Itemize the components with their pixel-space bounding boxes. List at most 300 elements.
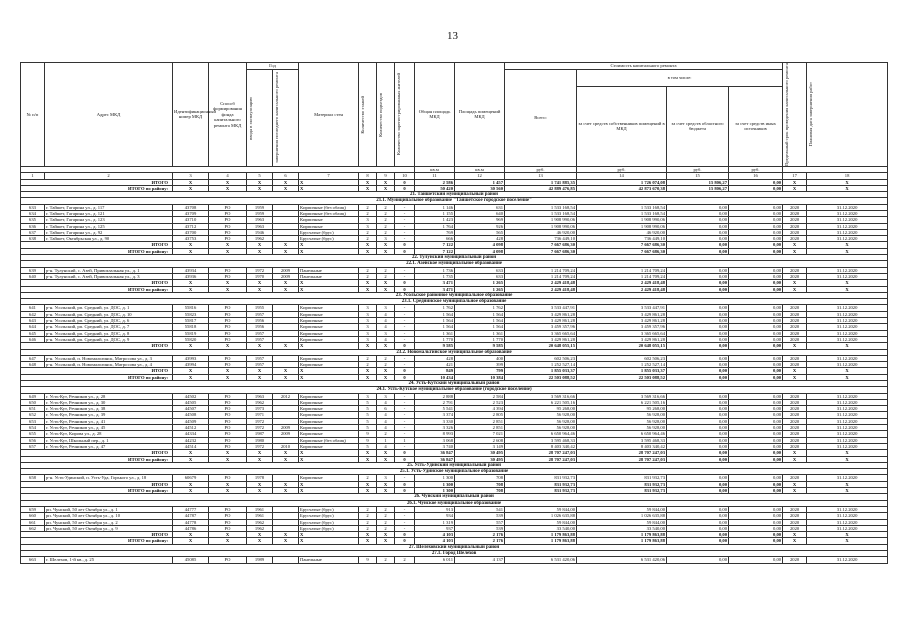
total-cell: X [273, 242, 299, 248]
total-cell: 1 300 [415, 488, 455, 494]
table-cell: 2 851 [455, 418, 505, 424]
table-cell: 0,00 [729, 443, 783, 449]
total-cell: X [377, 368, 395, 374]
column-number-cell: 8 [359, 173, 377, 179]
total-cell: 10 434 [415, 374, 455, 380]
total-cell: X [247, 481, 273, 487]
table-cell: 0,00 [729, 525, 783, 531]
table-cell: 637 [21, 229, 45, 235]
table-cell: 2010 [273, 443, 299, 449]
total-cell: 0,00 [667, 374, 729, 380]
total-cell: X [273, 179, 299, 185]
table-cell: 1987 [247, 431, 273, 437]
table-cell: 2 [359, 362, 377, 368]
total-cell: X [359, 538, 377, 544]
table-cell: Кирпичные [299, 399, 359, 405]
table-cell: Кирпичные (без облиц) [299, 204, 359, 210]
table-cell: Кирпичные [299, 311, 359, 317]
table-cell: Брусчатые (брус) [299, 525, 359, 531]
total-cell: 0 [395, 481, 415, 487]
header-year: Год [247, 63, 299, 70]
table-cell: 1972 [247, 267, 273, 273]
table-cell: 1 908 990,06 [505, 223, 577, 229]
table-cell: 2 584 [455, 393, 505, 399]
table-cell: 657 [21, 443, 45, 449]
total-cell: 0,00 [667, 280, 729, 286]
table-cell: 2009 [273, 267, 299, 273]
total-cell: X [209, 538, 247, 544]
table-cell: 44777 [173, 506, 209, 512]
table-cell: 0,00 [729, 324, 783, 330]
page-number: 13 [447, 30, 458, 42]
table-cell: Кирпичные [299, 412, 359, 418]
table-cell: 0,00 [729, 229, 783, 235]
table-cell: 2020 [783, 330, 807, 336]
total-cell: 0,00 [667, 538, 729, 544]
total-cell: 0,00 [729, 280, 783, 286]
table-cell: 2 [377, 223, 395, 229]
table-cell: 0,00 [729, 425, 783, 431]
total-cell: X [209, 456, 247, 462]
table-cell: 31.12.2020 [807, 399, 888, 405]
total-cell: 0 [395, 450, 415, 456]
table-cell: 1 300 [415, 475, 455, 481]
table-cell: 0,00 [667, 406, 729, 412]
table-cell: 2 [359, 210, 377, 216]
total-cell: X [273, 248, 299, 254]
total-cell: X [299, 248, 359, 254]
table-cell: Кирпичные [299, 217, 359, 223]
table-cell: 6 531 420,06 [577, 557, 667, 563]
table-cell: 0,00 [729, 204, 783, 210]
table-cell: 31.12.2020 [807, 437, 888, 443]
table-cell: 5 [359, 443, 377, 449]
table-cell: РО [209, 475, 247, 481]
table-cell: 1962 [247, 236, 273, 242]
table-cell: 1961 [247, 513, 273, 519]
table-cell: 631 [455, 204, 505, 210]
total-cell: X [247, 242, 273, 248]
section-heading: 25.1. Усть-Удинское муниципальное образование [21, 469, 888, 475]
total-cell: 9 585 [415, 343, 455, 349]
table-cell: 659 [21, 506, 45, 512]
table-cell: 5 [359, 406, 377, 412]
table-cell: 2020 [783, 525, 807, 531]
total-cell: 0 [395, 185, 415, 191]
table-cell: 913 [415, 506, 455, 512]
address-cell: р-н. Усольский, рп. Средний, ул. ДОС, д. 1 [45, 305, 173, 311]
table-cell: 633 [455, 267, 505, 273]
table-cell: 55820 [173, 336, 209, 342]
total-cell: 7 667 686,30 [505, 242, 577, 248]
total-cell: X [807, 374, 888, 380]
address-cell: р-н. Усть-Удинский, п. Усть-Уда, Горького ул., д. 18 [45, 475, 173, 481]
total-cell: X [247, 488, 273, 494]
table-cell: - [395, 229, 415, 235]
total-cell: 36 847 [415, 456, 455, 462]
table-cell: 44232 [173, 437, 209, 443]
table-cell: 31.12.2020 [807, 412, 888, 418]
table-cell: Кирпичные [299, 362, 359, 368]
table-cell: 2020 [783, 311, 807, 317]
total-cell: X [209, 368, 247, 374]
total-cell: X [209, 286, 247, 292]
table-cell: 602 506,23 [505, 355, 577, 361]
total-cell: 0 [395, 374, 415, 380]
total-cell: X [807, 286, 888, 292]
total-cell: 0,00 [729, 481, 783, 487]
table-cell: Брусчатые (брус) [299, 513, 359, 519]
table-cell: 3 [377, 475, 395, 481]
table-cell: 3 [377, 393, 395, 399]
total-cell: X [377, 248, 395, 254]
table-cell: 2 [377, 267, 395, 273]
column-number-cell: 14 [577, 173, 667, 179]
column-number-cell: 13 [505, 173, 577, 179]
table-cell: 0,00 [667, 393, 729, 399]
table-cell: 1972 [247, 425, 273, 431]
total-cell: X [173, 280, 209, 286]
section-heading: 22.1. Азейское муниципальное образование [21, 261, 888, 267]
header-year-commission: ввода в эксплуатацию [248, 96, 253, 140]
total-cell: X [209, 248, 247, 254]
total-cell: X [783, 538, 807, 544]
table-cell: 969 [455, 217, 505, 223]
unit-cell: руб. [729, 166, 783, 172]
table-cell: 1 564 [455, 311, 505, 317]
table-cell: 0,00 [667, 513, 729, 519]
table-cell: 5 [359, 425, 377, 431]
table-cell: 1959 [247, 204, 273, 210]
total-label: ИТОГО по району: [21, 456, 173, 462]
table-cell: 1970 [247, 273, 273, 279]
table-cell: 2 [377, 519, 395, 525]
table-cell: 1 214 709,24 [577, 267, 667, 273]
table-cell: 633 [21, 204, 45, 210]
table-cell: РО [209, 330, 247, 336]
table-cell: 0,00 [667, 399, 729, 405]
table-cell: 831 932,73 [505, 475, 577, 481]
total-cell: 15 806,27 [667, 179, 729, 185]
total-cell: X [173, 456, 209, 462]
total-cell: X [783, 368, 807, 374]
table-cell: 59 844,00 [505, 519, 577, 525]
table-cell: 1957 [247, 355, 273, 361]
total-cell: X [299, 368, 359, 374]
table-cell: - [395, 443, 415, 449]
table-cell: 5 [359, 412, 377, 418]
total-cell: 4 103 [415, 532, 455, 538]
table-cell: 1 [395, 437, 415, 443]
table-cell: 4 [377, 399, 395, 405]
table-cell: РО [209, 425, 247, 431]
table-cell: 1957 [247, 362, 273, 368]
header-total-area: Общая площадь МКД [415, 63, 455, 167]
table-cell: 2020 [783, 519, 807, 525]
table-cell: 3 374 [415, 412, 455, 418]
header-method: Способ формирования фонда капитального ремонта МКД [209, 63, 247, 167]
unit-cell: кв.м [455, 166, 505, 172]
table-cell: 2020 [783, 362, 807, 368]
address-cell: г. Усть-Кут, Речников ул., д. 47 [45, 443, 173, 449]
table-cell: 0,00 [729, 519, 783, 525]
table-cell: РО [209, 223, 247, 229]
table-cell: - [395, 336, 415, 342]
total-cell: X [273, 450, 299, 456]
address-cell: р-н. Тулунский, с. Азей, Привокзальная ул., д. 1 [45, 267, 173, 273]
column-number-cell: 7 [299, 173, 359, 179]
total-cell: X [209, 179, 247, 185]
table-cell: 1 214 709,24 [577, 273, 667, 279]
table-cell: 1 155 [415, 210, 455, 216]
table-cell: 638 [21, 236, 45, 242]
table-cell: 0,00 [667, 443, 729, 449]
table-cell: 2 [377, 513, 395, 519]
table-cell: Кирпичные [299, 324, 359, 330]
address-cell: г. Усть-Кут, Речников ул., д. 45 [45, 425, 173, 431]
table-cell: 31.12.2020 [807, 425, 888, 431]
table-cell: - [395, 273, 415, 279]
table-cell: РО [209, 525, 247, 531]
address-cell: р-н. Усольский, рп. Средний, ул. ДОС, д. 10 [45, 311, 173, 317]
table-cell: - [395, 318, 415, 324]
total-cell: 0,00 [729, 374, 783, 380]
table-cell: 9 [359, 431, 377, 437]
total-label: ИТОГО по району: [21, 488, 173, 494]
table-cell: 2 [377, 217, 395, 223]
table-cell: РО [209, 406, 247, 412]
table-cell: 6 221 505,16 [577, 399, 667, 405]
address-cell: г. Тайшет, Гагарина ул., д. 117 [45, 204, 173, 210]
total-cell: X [359, 374, 377, 380]
table-cell: 44514 [173, 443, 209, 449]
table-cell: 636 [21, 223, 45, 229]
table-cell: - [395, 475, 415, 481]
table-cell: 2020 [783, 513, 807, 519]
section-heading: 23.2. Новомальтинское муниципальное образование [21, 349, 888, 355]
table-cell: 0,00 [667, 506, 729, 512]
address-cell: г. Усть-Кут, Речников ул., д. 28 [45, 393, 173, 399]
total-cell: X [173, 248, 209, 254]
table-cell: 736 449,10 [577, 236, 667, 242]
total-cell: X [359, 242, 377, 248]
total-cell: X [247, 343, 273, 349]
table-cell: 9 [359, 557, 377, 563]
table-cell: 31.12.2020 [807, 431, 888, 437]
total-cell: X [359, 450, 377, 456]
table-cell: 6 531 420,06 [505, 557, 577, 563]
header-cost-other: за счет средств иных источников [729, 86, 783, 166]
column-number-cell: 11 [415, 173, 455, 179]
table-cell: 0,00 [667, 418, 729, 424]
table-cell: 3 [377, 330, 395, 336]
table-cell: 644 [21, 324, 45, 330]
total-cell: 7 667 686,30 [505, 248, 577, 254]
table-cell: 0,00 [667, 519, 729, 525]
capital-repair-register-table [20, 62, 888, 564]
total-cell: X [783, 248, 807, 254]
table-cell: 0,00 [729, 431, 783, 437]
table-cell: 0,00 [667, 204, 729, 210]
table-cell: 1 361 [415, 330, 455, 336]
total-cell: 28 707 247,03 [577, 456, 667, 462]
total-cell: 0,00 [729, 248, 783, 254]
table-cell: 31.12.2020 [807, 210, 888, 216]
table-cell: 1 736 [415, 267, 455, 273]
table-cell: РО [209, 362, 247, 368]
table-cell: 1961 [247, 506, 273, 512]
total-cell: 15 806,27 [667, 185, 729, 191]
table-cell: 0,00 [667, 355, 729, 361]
table-cell: 3 [359, 330, 377, 336]
table-cell: 3 595 468,33 [505, 437, 577, 443]
total-cell: X [247, 185, 273, 191]
table-cell: 6 011 [415, 557, 455, 563]
total-cell: 0,00 [667, 286, 729, 292]
total-cell: X [209, 532, 247, 538]
table-cell: 56 928,00 [505, 412, 577, 418]
address-cell: р-н. Тулунский, с. Азей, Привокзальная ул., д. 3 [45, 273, 173, 279]
table-cell: 2020 [783, 425, 807, 431]
table-cell: 646 [21, 336, 45, 342]
table-cell: 1957 [247, 330, 273, 336]
table-cell: 1956 [247, 318, 273, 324]
table-cell: 31.12.2020 [807, 513, 888, 519]
table-cell: Брусчатые (брус) [299, 506, 359, 512]
table-cell: 2020 [783, 412, 807, 418]
table-cell: 31.12.2020 [807, 305, 888, 311]
total-cell: X [783, 242, 807, 248]
table-cell: 3 429 861,28 [505, 336, 577, 342]
total-cell: 0,00 [667, 450, 729, 456]
total-cell: X [377, 185, 395, 191]
table-cell: 56 928,00 [505, 418, 577, 424]
table-cell: 3 149 [455, 443, 505, 449]
total-cell: X [377, 532, 395, 538]
total-label: ИТОГО по району: [21, 185, 173, 191]
table-cell: 1 533 168,54 [577, 204, 667, 210]
table-cell: 2 [359, 355, 377, 361]
total-cell: 0 [395, 343, 415, 349]
table-cell: РО [209, 267, 247, 273]
table-cell: 44509 [173, 418, 209, 424]
table-cell: - [395, 525, 415, 531]
table-cell: 0,00 [667, 412, 729, 418]
table-cell: 1 735 [415, 273, 455, 279]
header-number: № п/п [21, 63, 45, 167]
column-number-cell: 4 [209, 173, 247, 179]
total-cell: X [173, 242, 209, 248]
total-cell: X [299, 179, 359, 185]
table-cell: 3 569 316,66 [577, 393, 667, 399]
table-cell: - [395, 362, 415, 368]
table-cell: 0,00 [729, 318, 783, 324]
table-cell: РО [209, 437, 247, 443]
total-cell: X [359, 456, 377, 462]
table-cell: 31.12.2020 [807, 318, 888, 324]
table-cell: РО [209, 324, 247, 330]
table-cell: 2020 [783, 418, 807, 424]
total-cell: X [247, 456, 273, 462]
total-cell: X [173, 286, 209, 292]
total-cell: 0,00 [729, 179, 783, 185]
total-cell: 28 707 247,03 [577, 450, 667, 456]
table-cell: РО [209, 393, 247, 399]
total-cell: X [807, 450, 888, 456]
total-cell: X [299, 532, 359, 538]
table-cell: 31.12.2020 [807, 506, 888, 512]
table-cell: 1962 [247, 525, 273, 531]
address-cell: г. Тайшет, Октябрьская ул., д. 90 [45, 236, 173, 242]
table-cell: 0,00 [729, 236, 783, 242]
table-cell: 539 [455, 513, 505, 519]
table-cell: 2009 [273, 273, 299, 279]
table-cell: - [395, 412, 415, 418]
table-cell: 1 564 [415, 311, 455, 317]
table-cell: 31.12.2020 [807, 223, 888, 229]
table-cell: 31.12.2020 [807, 229, 888, 235]
table-cell: РО [209, 210, 247, 216]
total-cell: 2 429 418,48 [577, 280, 667, 286]
table-cell: 3 [359, 305, 377, 311]
table-cell: 708 [455, 475, 505, 481]
table-cell: 1 908 990,06 [577, 223, 667, 229]
total-cell: 0,00 [729, 242, 783, 248]
table-cell: 0,00 [729, 355, 783, 361]
table-cell: 656 [21, 437, 45, 443]
table-cell: Кирпичные [299, 330, 359, 336]
address-cell: г. Тайшет, Гагарина ул., д. 92 [45, 229, 173, 235]
total-cell: 0,00 [667, 488, 729, 494]
total-cell: 0,00 [729, 450, 783, 456]
table-cell: 0,00 [729, 217, 783, 223]
table-cell: 0,00 [729, 506, 783, 512]
table-cell: РО [209, 273, 247, 279]
header-cost: Стоимость капитального ремонта [505, 63, 783, 70]
table-cell: 0,00 [729, 336, 783, 342]
table-cell: 2 [359, 273, 377, 279]
table-cell: 653 [21, 418, 45, 424]
table-cell: 557 [455, 519, 505, 525]
total-cell: X [377, 242, 395, 248]
total-label: ИТОГО по району: [21, 374, 173, 380]
table-cell: 3 [359, 318, 377, 324]
total-cell: X [807, 242, 888, 248]
total-cell: X [359, 481, 377, 487]
table-cell: 3 740 [415, 443, 455, 449]
table-cell: Кирпичные [299, 223, 359, 229]
table-cell: 647 [21, 355, 45, 361]
total-cell: 831 932,73 [505, 481, 577, 487]
table-cell: 648 [21, 362, 45, 368]
total-cell: 0 [395, 488, 415, 494]
unit-cell: руб. [667, 166, 729, 172]
table-cell: 926 [455, 223, 505, 229]
table-cell: 2020 [783, 204, 807, 210]
total-cell: X [377, 280, 395, 286]
table-cell: 33 540,00 [505, 525, 577, 531]
table-cell: 2 [377, 431, 395, 437]
total-label: ИТОГО по району: [21, 538, 173, 544]
table-cell: 2 [359, 229, 377, 235]
table-cell: 2 523 [455, 399, 505, 405]
total-cell: 36 847 [415, 450, 455, 456]
table-cell: 2 [359, 267, 377, 273]
table-cell: Брусчатые (брус) [299, 229, 359, 235]
table-cell: 0,00 [667, 475, 729, 481]
total-cell: X [807, 368, 888, 374]
total-cell: X [173, 185, 209, 191]
